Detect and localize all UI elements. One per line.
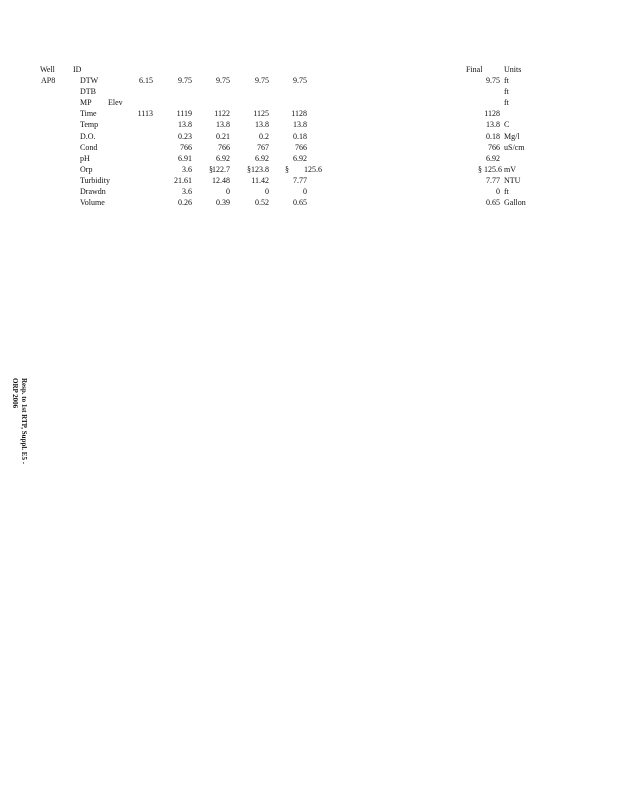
cell-pre: 6.15 — [139, 76, 153, 85]
cell-final: 0.18 — [486, 131, 500, 141]
cell-param: Volume — [80, 198, 105, 208]
cell-m4: § — [285, 164, 289, 174]
cell-final: 0 — [496, 187, 500, 196]
cell-v3: 0.52 — [255, 198, 269, 208]
cell-unit: Mg/l — [504, 131, 520, 141]
cell-v2: 13.8 — [216, 120, 230, 130]
cell-param: MP — [80, 98, 92, 108]
cell-final: 9.75 — [486, 76, 500, 85]
cell-v2: 6.92 — [216, 153, 230, 163]
cell-param: DTW — [80, 76, 99, 85]
cell-v1: 766 — [180, 142, 192, 152]
header-units-label: Units — [504, 65, 522, 74]
cell-v3: 767 — [257, 142, 269, 152]
cell-v1: 13.8 — [178, 120, 192, 130]
cell-unit: Gallon — [504, 198, 526, 208]
side-note-line2: ORP 2006 — [11, 378, 19, 409]
cell-v4: 7.77 — [293, 175, 307, 185]
cell-param: DTB — [80, 87, 96, 97]
cell-unit: NTU — [504, 175, 521, 185]
cell-v1: 0.23 — [178, 131, 192, 141]
cell-v4: 0 — [303, 187, 307, 196]
cell-v2: 766 — [218, 142, 230, 152]
cell-v3: 123.8 — [251, 164, 269, 174]
cell-param: Turbidity — [80, 175, 110, 185]
cell-v2: 0.21 — [216, 131, 230, 141]
cell-mf: § — [478, 164, 482, 174]
cell-final: 7.77 — [486, 175, 500, 185]
cell-param: Time — [80, 109, 97, 119]
cell-v2: 0.39 — [216, 198, 230, 208]
cell-unit: C — [504, 120, 510, 130]
cell-unit: uS/cm — [504, 142, 525, 152]
cell-v2: 122.7 — [212, 164, 230, 174]
cell-v4: 1128 — [291, 109, 307, 119]
cell-m2: § — [209, 164, 213, 174]
cell-param: Temp — [80, 120, 99, 130]
cell-v2: 0 — [226, 187, 230, 196]
cell-unit: ft — [504, 76, 509, 85]
cell-v3: 0.2 — [259, 131, 269, 141]
cell-pre: 1113 — [137, 109, 153, 119]
header-final-label: Final — [466, 65, 483, 74]
cell-v4: 125.6 — [304, 164, 322, 174]
cell-final: 125.6 — [484, 164, 502, 174]
header-id-label: ID — [73, 65, 82, 74]
cell-v4: 0.65 — [293, 198, 307, 208]
cell-param: Cond — [80, 142, 98, 152]
cell-v3: 13.8 — [255, 120, 269, 130]
cell-unit: ft — [504, 87, 509, 97]
side-note-line1: Resp. to 1st RTP, Suppl. E5 - — [20, 378, 28, 465]
cell-unit: ft — [504, 98, 509, 108]
cell-v1: 1119 — [176, 109, 192, 119]
header-well-label: Well — [40, 65, 55, 74]
cell-v4: 6.92 — [293, 153, 307, 163]
cell-v3: 11.42 — [251, 175, 269, 185]
cell-v2: 1122 — [214, 109, 230, 119]
cell-v3: 9.75 — [255, 76, 269, 85]
cell-v3: 0 — [265, 187, 269, 196]
cell-extra: Elev — [108, 98, 123, 108]
cell-final: 766 — [488, 142, 500, 152]
cell-param: D.O. — [80, 131, 96, 141]
cell-unit: ft — [504, 187, 509, 196]
cell-final: 0.65 — [486, 198, 500, 208]
side-note — [6, 378, 30, 468]
cell-v3: 6.92 — [255, 153, 269, 163]
cell-v4: 0.18 — [293, 131, 307, 141]
cell-v4: 766 — [295, 142, 307, 152]
cell-v1: 0.26 — [178, 198, 192, 208]
cell-v1: 3.6 — [182, 187, 192, 196]
cell-v2: 9.75 — [216, 76, 230, 85]
cell-param: Orp — [80, 164, 93, 174]
cell-v4: 13.8 — [293, 120, 307, 130]
cell-final: 1128 — [484, 109, 500, 119]
cell-final: 13.8 — [486, 120, 500, 130]
cell-v1: 21.61 — [174, 175, 192, 185]
cell-param: Drawdn — [80, 187, 106, 196]
cell-v2: 12.48 — [212, 175, 230, 185]
cell-v1: 9.75 — [178, 76, 192, 85]
cell-v3: 1125 — [253, 109, 269, 119]
cell-final: 6.92 — [486, 153, 500, 163]
well-id: AP8 — [41, 76, 56, 85]
cell-unit: mV — [504, 164, 516, 174]
cell-v1: 3.6 — [182, 164, 192, 174]
cell-v1: 6.91 — [178, 153, 192, 163]
cell-v4: 9.75 — [293, 76, 307, 85]
cell-m3: § — [247, 164, 251, 174]
cell-param: pH — [80, 153, 90, 163]
